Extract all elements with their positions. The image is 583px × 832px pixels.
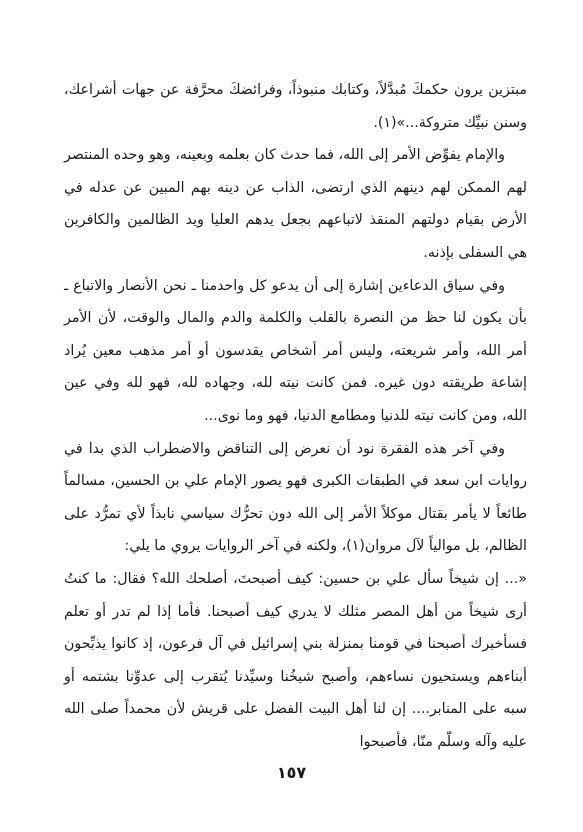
paragraph-2: والإمام يفوِّض الأمر إلى الله، فما حدث كان بعلمه وبعينه، وهو وحده المنتصر لهم الممكن لهم دينهم الذي ارتضى، الذاب عن دينه بهم المبين عن عدله في الأرض بقيام دولتهم المنقذ لاتباعهم بجعل يدهم العليا ويد الظالمين والكافرين هي السفلى بإذنه. [64,147,527,261]
paragraph-5-quotation: «... إن شيخاً سأل علي بن حسين: كيف أصبحتَ، أصلحك الله؟ فقال: ما كنتُ أرى شيخاً من أهل المصر مثلك لا يدري كيف أصبحنا. فأما إذا لم تدر أو تعلم فسأخبرك أصبحنا في قومنا بمنزلة بني إسرائيل في آل فرعون، إذ كانوا يذبِّحون أبناءهم ويستحيون نساءهم، وأصبح شيخُنا وسيِّدنا يُتقرب إلى عدوِّنا بشتمه أو سبه على المنابر.... إن لنا أهل البيت الفضل على قريش لأن محمداً صلى الله عليه وآله وسلّم منّا، فأصبحوا [64,570,527,750]
body-text [64,74,527,758]
page-number: ١٥٧ [276,763,307,782]
paragraph-1: مبتزين يرون حكمكَ مُبدَّلاً، وكتابك منبوذاً، وفرائضكَ محرَّفة عن جهات أشراعك، وسنن نبيِّك متروكة...»(١). [64,82,527,131]
paragraph-4: وفي آخر هذه الفقرة نود أن نعرض إلى التناقض والاضطراب الذي بدا في روايات ابن سعد في الطبقات الكبرى فهو يصور الإمام علي بن الحسين، مسالماً طائعاً لا يأمر بقتال موكلاً الأمر إلى الله دون تحرُّك سياسي نابذاً لأي تمرُّد على الظالم، بل موالياً لآل مروان(١)، ولكنه في آخر الروايات يروي ما يلي: [64,440,527,555]
paragraph-3: وفي سياق الدعاءين إشارة إلى أن يدعو كل واحدمنا ـ نحن الأنصار والاتباع ـ بأن يكون لنا حظ من النصرة بالقلب والكلمة والدم والمال والوقت، لأن الأمر أمر الله، وأمر شريعته، وليس أمر أشخاص يقدسون أو أمر مذهب معين يُراد إشاعة طريقته دون غيره. فمن كانت نيته لله، وجهاده لله، فهو لله وفي عين الله، ومن كانت نيته للدنيا ومطامع الدنيا، فهو وما نوى... [64,277,527,424]
